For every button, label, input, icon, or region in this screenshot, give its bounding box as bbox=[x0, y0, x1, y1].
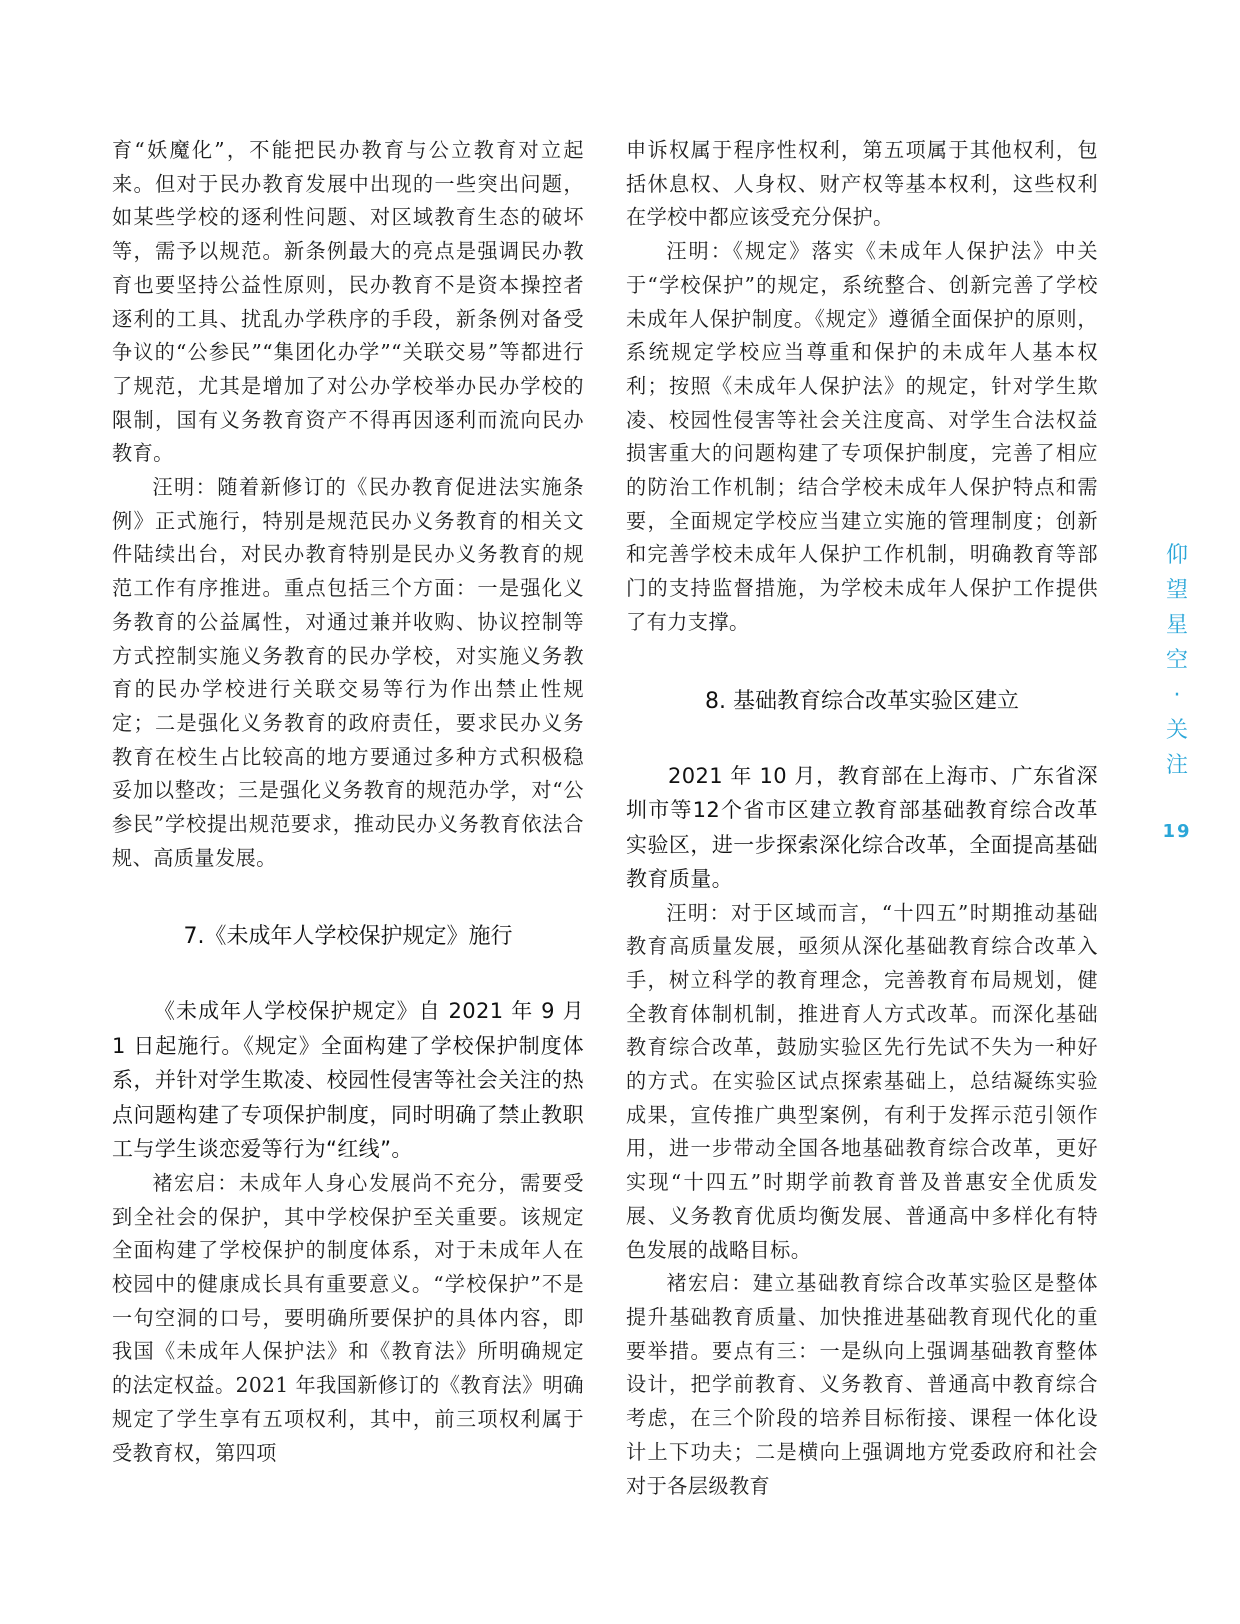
body-paragraph: 汪明：《规定》落实《未成年人保护法》中关于“学校保护”的规定，系统整合、创新完善了学校未成年人保护制度。《规定》遵循全面保护的原则，系统规定学校应当尊重和保护的未成年人基本权利；按照《未成年人保护法》的规定，针对学生欺凌、校园性侵害等社会关注度高、对学生合法权益损害重大的问题构建了专项保护制度，完善了相应的防治工作机制；结合学校未成年人保护特点和需要，全面规定学校应当建立实施的管理制度；创新和完善学校未成年人保护工作机制，明确教育等部门的支持监督措施，为学校未成年人保护工作提供了有力支撑。 bbox=[626, 239, 1098, 634]
body-paragraph: 申诉权属于程序性权利，第五项属于其他权利，包括休息权、人身权、财产权等基本权利，这些权利在学校中都应该受充分保护。 bbox=[626, 138, 1098, 230]
section-title: 8. 基础教育综合改革实验区建立 bbox=[705, 688, 1019, 714]
body-paragraph: 汪明：随着新修订的《民办教育促进法实施条例》正式施行，特别是规范民办义务教育的相关文件陆续出台，对民办教育特别是民办义务教育的规范工作有序推进。重点包括三个方面：一是强化义务教育的公益属性，对通过兼并收购、协议控制等方式控制实施义务教育的民办学校，对实施义务教育的民办学校进行关联交易等行为作出禁止性规定；二是强化义务教育的政府责任，要求民办义务教育在校生占比较高的地方要通过多种方式积极稳妥加以整改；三是强化义务教育的规范办学，对“公参民”学校提出规范要求，推动民办义务教育依法合规、高质量发展。 bbox=[112, 475, 584, 870]
sidebar-char: 空 bbox=[1165, 648, 1188, 673]
body-paragraph: 育“妖魔化”，不能把民办教育与公立教育对立起来。但对于民办教育发展中出现的一些突出问题，如某些学校的逐利性问题、对区域教育生态的破坏等，需予以规范。新条例最大的亮点是强调民办教育也要坚持公益性原则，民办教育不是资本操控者逐利的工具、扰乱办学秩序的手段，新条例对备受争议的“公参民”“集团化办学”“关联交易”等都进行了规范，尤其是增加了对公办学校举办民办学校的限制，国有义务教育资产不得再因逐利而流向民办教育。 bbox=[112, 138, 584, 466]
body-paragraph: 褚宏启：建立基础教育综合改革实验区是整体提升基础教育质量、加快推进基础教育现代化的重要举措。要点有三：一是纵向上强调基础教育整体设计，把学前教育、义务教育、普通高中教育综合考虑，在三个阶段的培养目标衔接、课程一体化设计上下功夫；二是横向上强调地方党委政府和社会对于各层级教育 bbox=[626, 1271, 1098, 1498]
section-lead-paragraph: 2021 年 10 月，教育部在上海市、广东省深圳市等12个省市区建立教育部基础教育综合改革实验区，进一步探索深化综合改革，全面提高基础教育质量。 bbox=[626, 763, 1098, 892]
sidebar-char: 星 bbox=[1165, 613, 1188, 638]
sidebar-char: 关 bbox=[1165, 718, 1188, 743]
sidebar-char: · bbox=[1173, 683, 1181, 708]
left-column bbox=[112, 134, 584, 1470]
body-paragraph: 汪明：对于区域而言，“十四五”时期推动基础教育高质量发展，亟须从深化基础教育综合改革入手，树立科学的教育理念，完善教育布局规划，健全教育体制机制，推进育人方式改革。而深化基础教育综合改革，鼓励实验区先行先试不失为一种好的方式。在实验区试点探索基础上，总结凝练实验成果，宣传推广典型案例，有利于发挥示范引领作用，进一步带动全国各地基础教育综合改革，更好实现“十四五”时期学前教育普及普惠安全优质发展、义务教育优质均衡发展、普通高中多样化有特色发展的战略目标。 bbox=[626, 900, 1098, 1262]
sidebar-char: 望 bbox=[1165, 578, 1188, 603]
section-sidebar-label bbox=[1163, 538, 1191, 783]
section-title: 7.《未成年人学校保护规定》施行 bbox=[183, 924, 513, 950]
page-number: 19 bbox=[1162, 821, 1192, 842]
body-paragraph: 褚宏启：未成年人身心发展尚不充分，需要受到全社会的保护，其中学校保护至关重要。该规定全面构建了学校保护的制度体系，对于未成年人在校园中的健康成长具有重要意义。“学校保护”不是一句空洞的口号，要明确所要保护的具体内容，即我国《未成年人保护法》和《教育法》所明确规定的法定权益。2021 年我国新修订的《教育法》明确规定了学生享有五项权利，其中，前三项权利属于受教育权，第四项 bbox=[112, 1170, 584, 1465]
right-column bbox=[626, 134, 1098, 1503]
section-lead-paragraph: 《未成年人学校保护规定》自 2021 年 9 月 1 日起施行。《规定》全面构建了学校保护制度体系，并针对学生欺凌、校园性侵害等社会关注的热点问题构建了专项保护制度，同时明确了禁止教职工与学生谈恋爱等行为“红线”。 bbox=[112, 999, 584, 1162]
sidebar-char: 仰 bbox=[1165, 543, 1188, 568]
sidebar-char: 注 bbox=[1165, 753, 1188, 778]
